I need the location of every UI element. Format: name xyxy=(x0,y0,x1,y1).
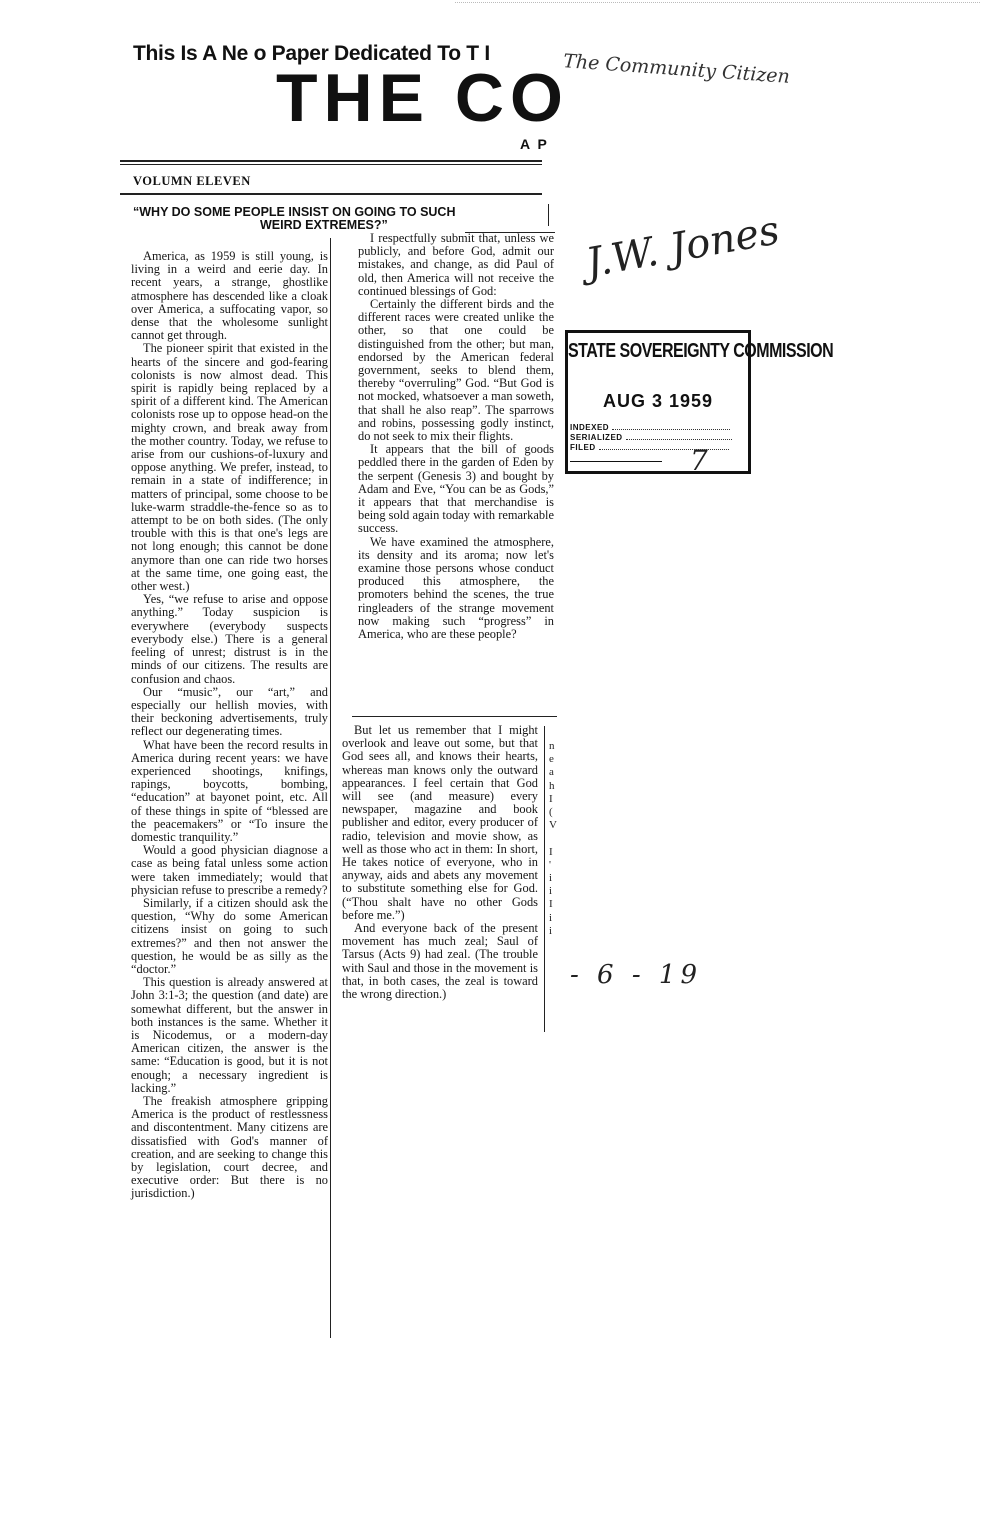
masthead-tagline: This Is A Ne o Paper Dedicated To T I xyxy=(133,42,490,65)
paragraph: This question is already answered at John 3:1-3; the question (and date) are somewhat different, but the answer in both instances is the same. Whether it is Nicodemus, or a modern-day American citizen, the answer is the same: “Education is good, but it is not enough; a necessary ingredient is lacking.” xyxy=(131,975,328,1095)
stamp-row-serialized: SERIALIZED xyxy=(570,433,732,442)
paragraph: What have been the record results in America during recent years: we have experienced shootings, knifings, rapings, boycotts, bombing, “education” at bayonet point, etc. All of these things in spite of “blessed are the peacemakers” or “To insure the domestic tranquility.” xyxy=(131,737,328,844)
headline-right-rule xyxy=(548,204,549,226)
stamp-row-indexed: INDEXED xyxy=(570,423,730,432)
article-headline xyxy=(133,206,543,232)
paragraph: Yes, “we refuse to arise and oppose anything.” Today suspicion is everywhere (everybody suspects everybody else.) There is a general feeling of unrest; distrust is in the minds of our citizens. The results are confusion and chaos. xyxy=(131,592,328,686)
paragraph: It appears that the bill of goods peddled there in the garden of Eden by the serpent (Genesis 3) and bought by Adam and Eve, “You can be as Gods,” it appears that that merchandise is being sold again today with remarkable success. xyxy=(358,442,554,536)
paragraph: I respectfully submit that, unless we publicly, and before God, admit our mistakes, and change, as did Paul of old, then America will not receive the continued blessings of God: xyxy=(358,231,554,298)
volume-rule xyxy=(120,193,542,195)
column-divider-1 xyxy=(330,238,331,1338)
column-divider-3 xyxy=(544,726,545,1032)
paragraph: And everyone back of the present movement has much zeal; Saul of Tarsus (Acts 9) had zeal. (The trouble with Saul and those in the movement is that, in both cases, the zeal is toward the wrong direction.) xyxy=(342,921,538,1002)
masthead-title: THE CO xyxy=(276,60,569,136)
masthead-rule-bottom xyxy=(120,164,542,165)
article-column-2 xyxy=(358,232,554,641)
paragraph: Certainly the different birds and the different races were created unlike the other, so that one could be distinguished from the other; but man, endorsed by the American federal government, seeks to blend them, thereby “overruling” God. “But God is not mocked, whatsoever a man soweth, that shall he also reap”. The sparrows and robins, possessing godly instinct, do not seek to mix their flights. xyxy=(358,297,554,444)
handwritten-file-number: 7 xyxy=(690,444,708,477)
commission-stamp xyxy=(565,330,834,474)
paragraph: Similarly, if a citizen should ask the question, “Why do some American citizens insist on going to such extremes?” and then not answer the question, he would be as silly as the “doctor.” xyxy=(131,895,328,976)
paragraph: The freakish atmosphere gripping America is the product of restlessness and discontentment. Many citizens are dissatisfied with God's manner of creation, and are seeking to change this by legislation, court decree, and executive order: But there is no jurisdiction.) xyxy=(131,1094,328,1201)
volume-label: VOLUMN ELEVEN xyxy=(133,174,251,188)
paragraph: Would a good physician diagnose a case as being fatal unless some action were taken immediately; would that physician refuse to prescribe a remedy? xyxy=(131,843,328,897)
handwritten-paper-name: The Community Citizen xyxy=(562,50,791,88)
stamp-date: AUG 3 1959 xyxy=(602,391,714,411)
column-2-end-rule xyxy=(352,716,557,717)
stamp-title: STATE SOVEREIGNTY COMMISSION xyxy=(568,340,834,362)
stamp-rule xyxy=(570,461,662,462)
paragraph: We have examined the atmosphere, its density and its aroma; now let's examine those persons whose conduct produced this atmosphere, the promoters behind the scenes, the true ringleaders of the strange movement now making such “progress” in America, who are these people? xyxy=(358,534,554,642)
article-column-3 xyxy=(342,724,538,1001)
headline-line-1: “WHY DO SOME PEOPLE INSIST ON GOING TO SUCH xyxy=(133,205,456,219)
handwritten-initials: J.W. Jones xyxy=(582,207,783,287)
paragraph: The pioneer spirit that existed in the hearts of the sincere and god-fearing colonists is now almost dead. This spirit is rapidly being replaced by a spirit of a different kind. The American colonists rose up to oppose head-on the mighty crown, and break away from the mother country. Today, we refuse to arise from our cushions-of-luxury and oppose anything. We prefer, instead, to remain in a state of indifference; in matters of principal, some choose to be luke-warm straddle-the-fence so as to attempt to be on both sides. (The only trouble with this is that one's legs are not long enough; this cannot be done anymore than one can ride two horses at the same time, one going east, the other west.) xyxy=(131,341,328,594)
masthead-date-fragment: A P xyxy=(520,136,549,152)
paragraph: But let us remember that I might overlook and leave out some, but that God sees all, and knows their hearts, whereas man knows only the outward appearances. I feel certain that God will see (and measure) every newspaper, magazine and book publisher and editor, every producer of radio, television and movie show, as well as those who act in them: In short, He takes notice of everyone, who in anyway, aids and abets any movement to substitute something else for God. (“Thou shalt have no other Gods before me.”) xyxy=(342,723,538,922)
stamp-row-filed: FILED xyxy=(570,443,729,452)
masthead-rule-top xyxy=(120,160,542,162)
headline-line-2: WEIRD EXTREMES?” xyxy=(260,218,388,232)
handwritten-number: - 6 - 19 xyxy=(570,960,702,990)
scan-dotted-edge xyxy=(455,2,980,3)
cut-column-fragments: n e a h I ( V I ' i i I i i xyxy=(549,740,557,937)
paragraph: America, as 1959 is still young, is living in a weird and eerie day. In recent years, a strange, ghostlike atmosphere has descended like a cloak over America, a suffocating vapor, so dense that the wholesome sunlight cannot get through. xyxy=(131,249,328,343)
article-column-1 xyxy=(131,250,328,1201)
paragraph: Our “music”, our “art,” and especially our hellish movies, with their beckoning advertisements, truly reflect our degenerating times. xyxy=(131,684,328,739)
